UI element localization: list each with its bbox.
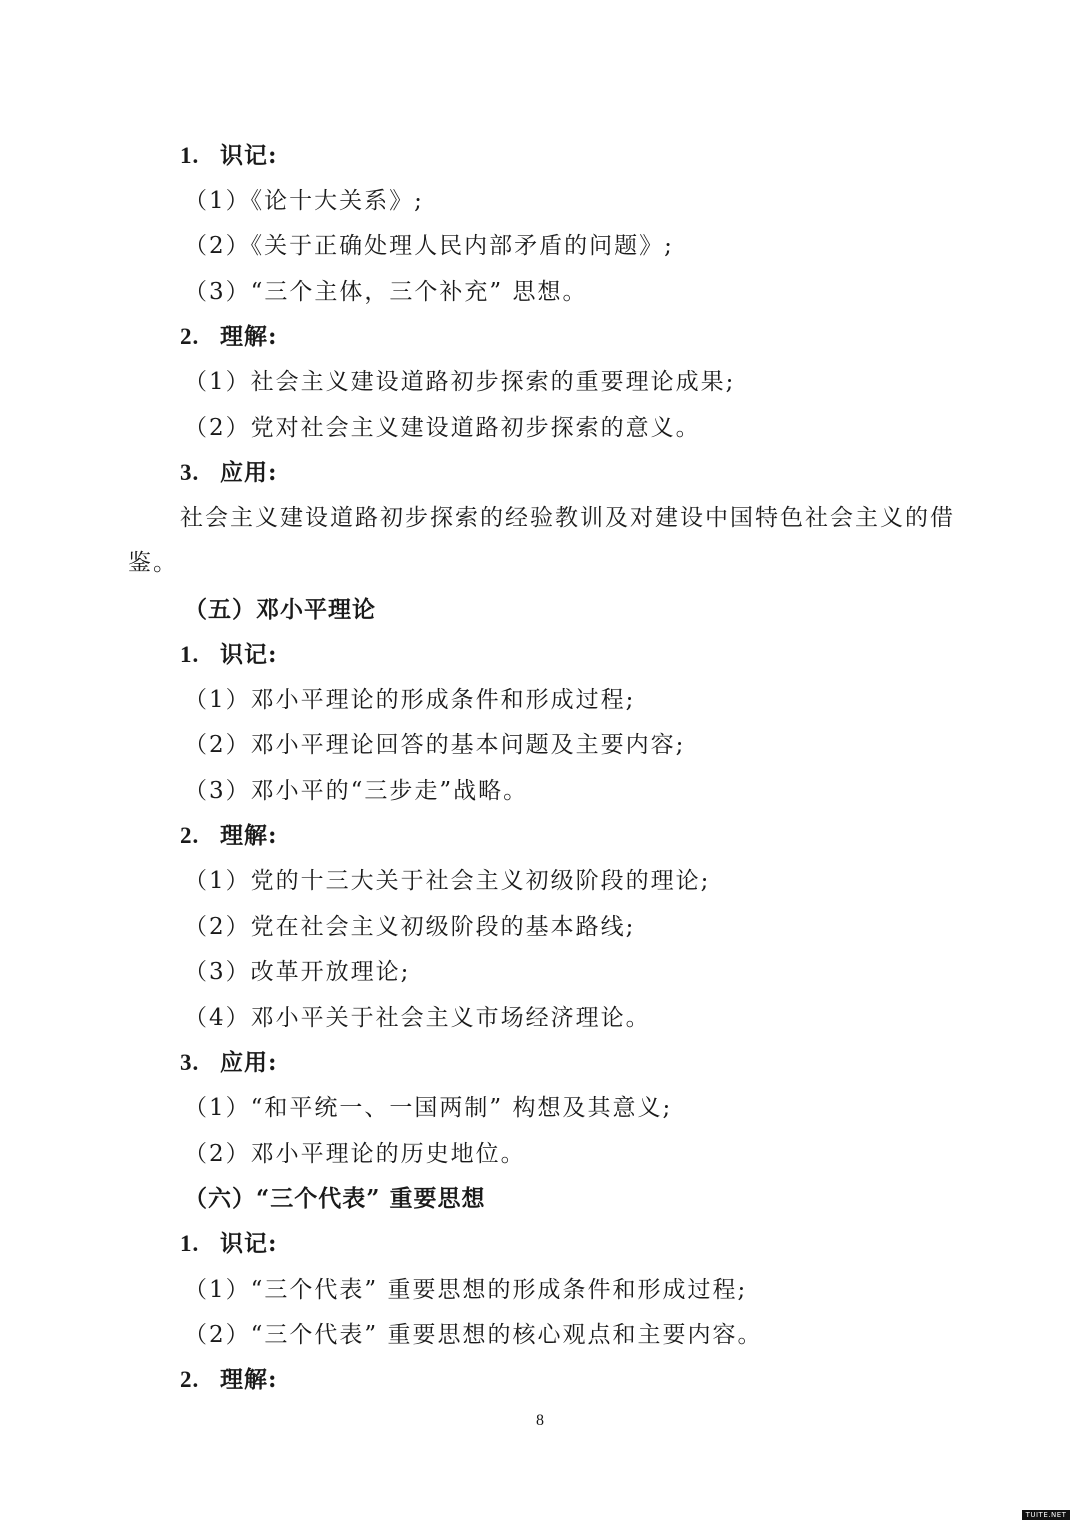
subheading-number: 2. xyxy=(180,324,200,349)
list-item: （3）邓小平的“三步走”战略。 xyxy=(184,778,529,804)
list-item: （2）党对社会主义建设道路初步探索的意义。 xyxy=(184,415,701,441)
subheading-label: 理解: xyxy=(220,822,278,849)
list-item: （2）邓小平理论回答的基本问题及主要内容; xyxy=(184,732,686,758)
subheading-label: 识记: xyxy=(220,1230,278,1257)
list-item: （1）党的十三大关于社会主义初级阶段的理论; xyxy=(184,868,711,894)
subheading-label: 应用: xyxy=(220,459,278,486)
list-item: （1）“和平统一、一国两制” 构想及其意义; xyxy=(184,1095,673,1121)
section-heading-deng-theory: （五）邓小平理论 xyxy=(184,596,376,623)
list-item: （3）改革开放理论; xyxy=(184,959,411,985)
subheading-label: 应用: xyxy=(220,1049,278,1076)
subheading-apply xyxy=(180,1048,278,1078)
list-item: （2）《关于正确处理人民内部矛盾的问题》; xyxy=(184,233,674,259)
subheading-label: 理解: xyxy=(220,1366,278,1393)
subheading-number: 1. xyxy=(180,143,200,168)
subheading-number: 2. xyxy=(180,1367,200,1392)
subheading-label: 理解: xyxy=(220,323,278,350)
subheading-apply xyxy=(180,458,278,488)
list-item: （1）“三个代表” 重要思想的形成条件和形成过程; xyxy=(184,1277,748,1303)
subheading-understand xyxy=(180,821,278,851)
subheading-understand xyxy=(180,322,278,352)
body-paragraph: 社会主义建设道路初步探索的经验教训及对建设中国特色社会主义的借鉴。 xyxy=(128,505,955,576)
subheading-number: 3. xyxy=(180,1050,200,1075)
subheading-understand xyxy=(180,1365,278,1395)
subheading-number: 1. xyxy=(180,1231,200,1256)
section-heading-three-represents: （六）“三个代表” 重要思想 xyxy=(184,1185,486,1212)
list-item: （4）邓小平关于社会主义市场经济理论。 xyxy=(184,1005,651,1031)
subheading-number: 1. xyxy=(180,642,200,667)
subheading-recall xyxy=(180,640,278,670)
subheading-recall xyxy=(180,1229,278,1259)
subheading-number: 3. xyxy=(180,460,200,485)
list-item: （1）邓小平理论的形成条件和形成过程; xyxy=(184,687,636,713)
list-item: （3）“三个主体，三个补充” 思想。 xyxy=(184,279,588,305)
subheading-number: 2. xyxy=(180,823,200,848)
watermark-logo: TUITE.NET xyxy=(1022,1510,1070,1520)
subheading-recall xyxy=(180,141,278,171)
list-item: （2）邓小平理论的历史地位。 xyxy=(184,1141,526,1167)
page-number: 8 xyxy=(536,1412,544,1429)
subheading-label: 识记: xyxy=(220,142,278,169)
subheading-label: 识记: xyxy=(220,641,278,668)
list-item: （1）社会主义建设道路初步探索的重要理论成果; xyxy=(184,369,736,395)
list-item: （2）党在社会主义初级阶段的基本路线; xyxy=(184,914,636,940)
list-item: （1）《论十大关系》; xyxy=(184,188,424,214)
list-item: （2）“三个代表” 重要思想的核心观点和主要内容。 xyxy=(184,1322,763,1348)
